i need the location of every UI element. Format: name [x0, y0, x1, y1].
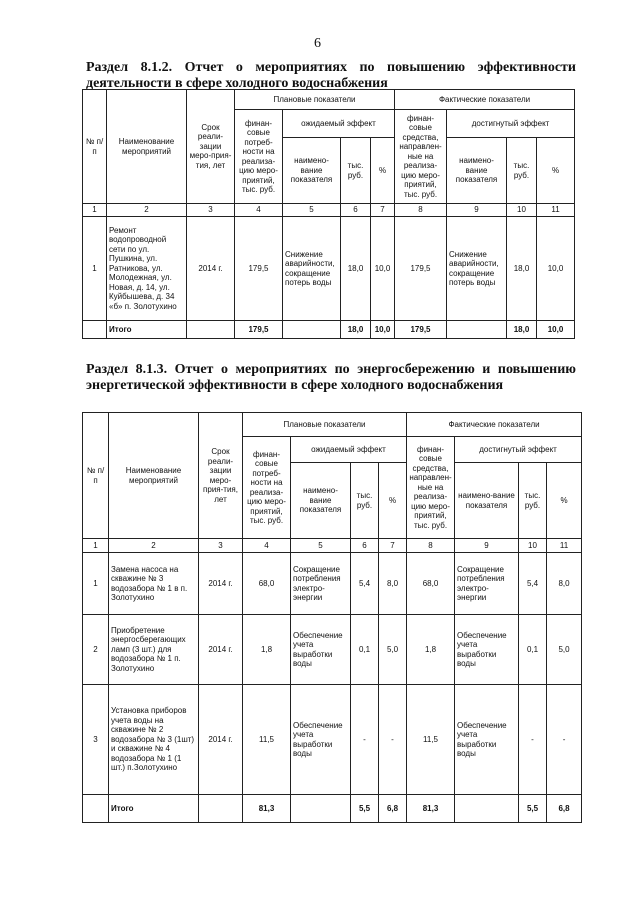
fact-fin-cell: 1,8 — [407, 615, 455, 685]
header-rub: тыс. руб. — [519, 463, 547, 539]
header-name: Наименование мероприятий — [107, 90, 187, 204]
total-plan-pct: 6,8 — [379, 795, 407, 823]
total-fact-pct: 10,0 — [537, 321, 575, 339]
fact-indicator-cell: Обеспечение учета выработки воды — [455, 685, 519, 795]
column-number: 10 — [519, 539, 547, 553]
column-number: 5 — [291, 539, 351, 553]
measure-name: Установка приборов учета воды на скважине № 2 водозабора № 3 (1шт) и скважине № 4 водозабора № 1 (1 шт.) п.Золотухино — [109, 685, 199, 795]
total-fact-fin: 179,5 — [395, 321, 447, 339]
report-table — [82, 412, 582, 823]
empty-cell — [447, 321, 507, 339]
total-label: Итого — [107, 321, 187, 339]
column-numbers-row — [83, 204, 575, 217]
row-number: 3 — [83, 685, 109, 795]
header-pct: % — [371, 138, 395, 204]
total-row — [83, 795, 582, 823]
table-row — [83, 615, 582, 685]
column-number: 4 — [235, 204, 283, 217]
plan-pct-cell: 8,0 — [379, 553, 407, 615]
total-fact-fin: 81,3 — [407, 795, 455, 823]
row-number: 1 — [83, 217, 107, 321]
column-number: 9 — [455, 539, 519, 553]
term-cell: 2014 г. — [199, 553, 243, 615]
header-achieved: достигнутый эффект — [455, 437, 582, 463]
column-number: 3 — [199, 539, 243, 553]
column-number: 4 — [243, 539, 291, 553]
empty-cell — [83, 795, 109, 823]
total-fact-rub: 18,0 — [507, 321, 537, 339]
header-fact-fin: финан-совые средства, направлен-ные на реализа-цию меро-приятий, тыс. руб. — [395, 110, 447, 204]
column-number: 2 — [109, 539, 199, 553]
plan-rub-cell: - — [351, 685, 379, 795]
row-number: 1 — [83, 553, 109, 615]
plan-fin-cell: 68,0 — [243, 553, 291, 615]
total-fact-pct: 6,8 — [547, 795, 582, 823]
total-plan-pct: 10,0 — [371, 321, 395, 339]
column-number: 2 — [107, 204, 187, 217]
column-number: 6 — [351, 539, 379, 553]
column-numbers-row — [83, 539, 582, 553]
table-row — [83, 217, 575, 321]
header-indicator: наимено-вание показателя — [283, 138, 341, 204]
column-number: 6 — [341, 204, 371, 217]
fact-fin-cell: 68,0 — [407, 553, 455, 615]
header-indicator: наимено-вание показателя — [455, 463, 519, 539]
total-plan-fin: 179,5 — [235, 321, 283, 339]
measure-name: Приобретение энергосберегающих ламп (3 шт.) для водозабора № 1 п. Золотухино — [109, 615, 199, 685]
fact-indicator-cell: Обеспечение учета выработки воды — [455, 615, 519, 685]
fact-fin-cell: 11,5 — [407, 685, 455, 795]
header-rub: тыс. руб. — [341, 138, 371, 204]
total-label: Итого — [109, 795, 199, 823]
header-pct: % — [547, 463, 582, 539]
plan-fin-cell: 179,5 — [235, 217, 283, 321]
header-plan-fin: финан-совые потреб-ности на реализа-цию меро-приятий, тыс. руб. — [243, 437, 291, 539]
header-plan-fin: финан-совые потреб-ности на реализа-цию меро-приятий, тыс. руб. — [235, 110, 283, 204]
fact-pct-cell: 10,0 — [537, 217, 575, 321]
total-fact-rub: 5,5 — [519, 795, 547, 823]
header-planned: Плановые показатели — [243, 413, 407, 437]
total-row — [83, 321, 575, 339]
measure-name: Ремонт водопроводной сети по ул. Пушкина, ул. Ратникова, ул. Молодежная, ул. Новая, д. 14, ул. Куйбышева, д. 34 «б» п. Золотухино — [107, 217, 187, 321]
header-indicator: наимено-вание показателя — [291, 463, 351, 539]
header-actual: Фактические показатели — [395, 90, 575, 110]
plan-rub-cell: 5,4 — [351, 553, 379, 615]
plan-fin-cell: 1,8 — [243, 615, 291, 685]
header-expected: ожидаемый эффект — [283, 110, 395, 138]
column-number: 10 — [507, 204, 537, 217]
plan-indicator-cell: Сокращение потребления электро-энергии — [291, 553, 351, 615]
header-name: Наименование мероприятий — [109, 413, 199, 539]
fact-rub-cell: - — [519, 685, 547, 795]
header-pct: % — [537, 138, 575, 204]
term-cell: 2014 г. — [199, 685, 243, 795]
plan-rub-cell: 18,0 — [341, 217, 371, 321]
section-title: Раздел 8.1.2. Отчет о мероприятиях по повышению эффективности деятельности в сфере холодного водоснабжения — [86, 60, 576, 91]
fact-indicator-cell: Сокращение потребления электро-энергии — [455, 553, 519, 615]
plan-indicator-cell: Обеспечение учета выработки воды — [291, 615, 351, 685]
column-number: 1 — [83, 204, 107, 217]
total-plan-fin: 81,3 — [243, 795, 291, 823]
empty-cell — [455, 795, 519, 823]
total-plan-rub: 5,5 — [351, 795, 379, 823]
empty-cell — [83, 321, 107, 339]
plan-pct-cell: 10,0 — [371, 217, 395, 321]
plan-indicator-cell: Обеспечение учета выработки воды — [291, 685, 351, 795]
header-term: Срок реали-зации меро-прия-тия, лет — [187, 90, 235, 204]
header-term: Срок реали-зации меро-прия-тия, лет — [199, 413, 243, 539]
total-plan-rub: 18,0 — [341, 321, 371, 339]
empty-cell — [187, 321, 235, 339]
section-title: Раздел 8.1.3. Отчет о мероприятиях по энергосбережению и повышению энергетической эффективности в сфере холодного водоснабжения — [86, 362, 576, 393]
term-cell: 2014 г. — [187, 217, 235, 321]
fact-rub-cell: 18,0 — [507, 217, 537, 321]
fact-fin-cell: 179,5 — [395, 217, 447, 321]
plan-pct-cell: - — [379, 685, 407, 795]
column-number: 7 — [371, 204, 395, 217]
header-rub: тыс. руб. — [351, 463, 379, 539]
column-number: 7 — [379, 539, 407, 553]
empty-cell — [199, 795, 243, 823]
column-number: 8 — [395, 204, 447, 217]
fact-indicator-cell: Снижение аварийности, сокращение потерь воды — [447, 217, 507, 321]
plan-pct-cell: 5,0 — [379, 615, 407, 685]
fact-pct-cell: - — [547, 685, 582, 795]
empty-cell — [283, 321, 341, 339]
column-number: 5 — [283, 204, 341, 217]
fact-pct-cell: 5,0 — [547, 615, 582, 685]
column-number: 3 — [187, 204, 235, 217]
column-number: 9 — [447, 204, 507, 217]
plan-rub-cell: 0,1 — [351, 615, 379, 685]
header-fact-fin: финан-совые средства, направлен-ные на реализа-цию меро-приятий, тыс. руб. — [407, 437, 455, 539]
column-number: 11 — [537, 204, 575, 217]
measure-name: Замена насоса на скважине № 3 водозабора № 1 в п. Золотухино — [109, 553, 199, 615]
row-number: 2 — [83, 615, 109, 685]
column-number: 11 — [547, 539, 582, 553]
table-row — [83, 553, 582, 615]
fact-rub-cell: 5,4 — [519, 553, 547, 615]
plan-indicator-cell: Снижение аварийности, сокращение потерь воды — [283, 217, 341, 321]
term-cell: 2014 г. — [199, 615, 243, 685]
header-rub: тыс. руб. — [507, 138, 537, 204]
header-planned: Плановые показатели — [235, 90, 395, 110]
fact-pct-cell: 8,0 — [547, 553, 582, 615]
fact-rub-cell: 0,1 — [519, 615, 547, 685]
header-expected: ожидаемый эффект — [291, 437, 407, 463]
header-achieved: достигнутый эффект — [447, 110, 575, 138]
header-pct: % — [379, 463, 407, 539]
page-number: 6 — [314, 36, 321, 51]
header-actual: Фактические показатели — [407, 413, 582, 437]
plan-fin-cell: 11,5 — [243, 685, 291, 795]
header-indicator: наимено-вание показателя — [447, 138, 507, 204]
column-number: 1 — [83, 539, 109, 553]
report-table — [82, 89, 575, 339]
table-row — [83, 685, 582, 795]
empty-cell — [291, 795, 351, 823]
header-num: № п/п — [83, 90, 107, 204]
header-num: № п/п — [83, 413, 109, 539]
column-number: 8 — [407, 539, 455, 553]
